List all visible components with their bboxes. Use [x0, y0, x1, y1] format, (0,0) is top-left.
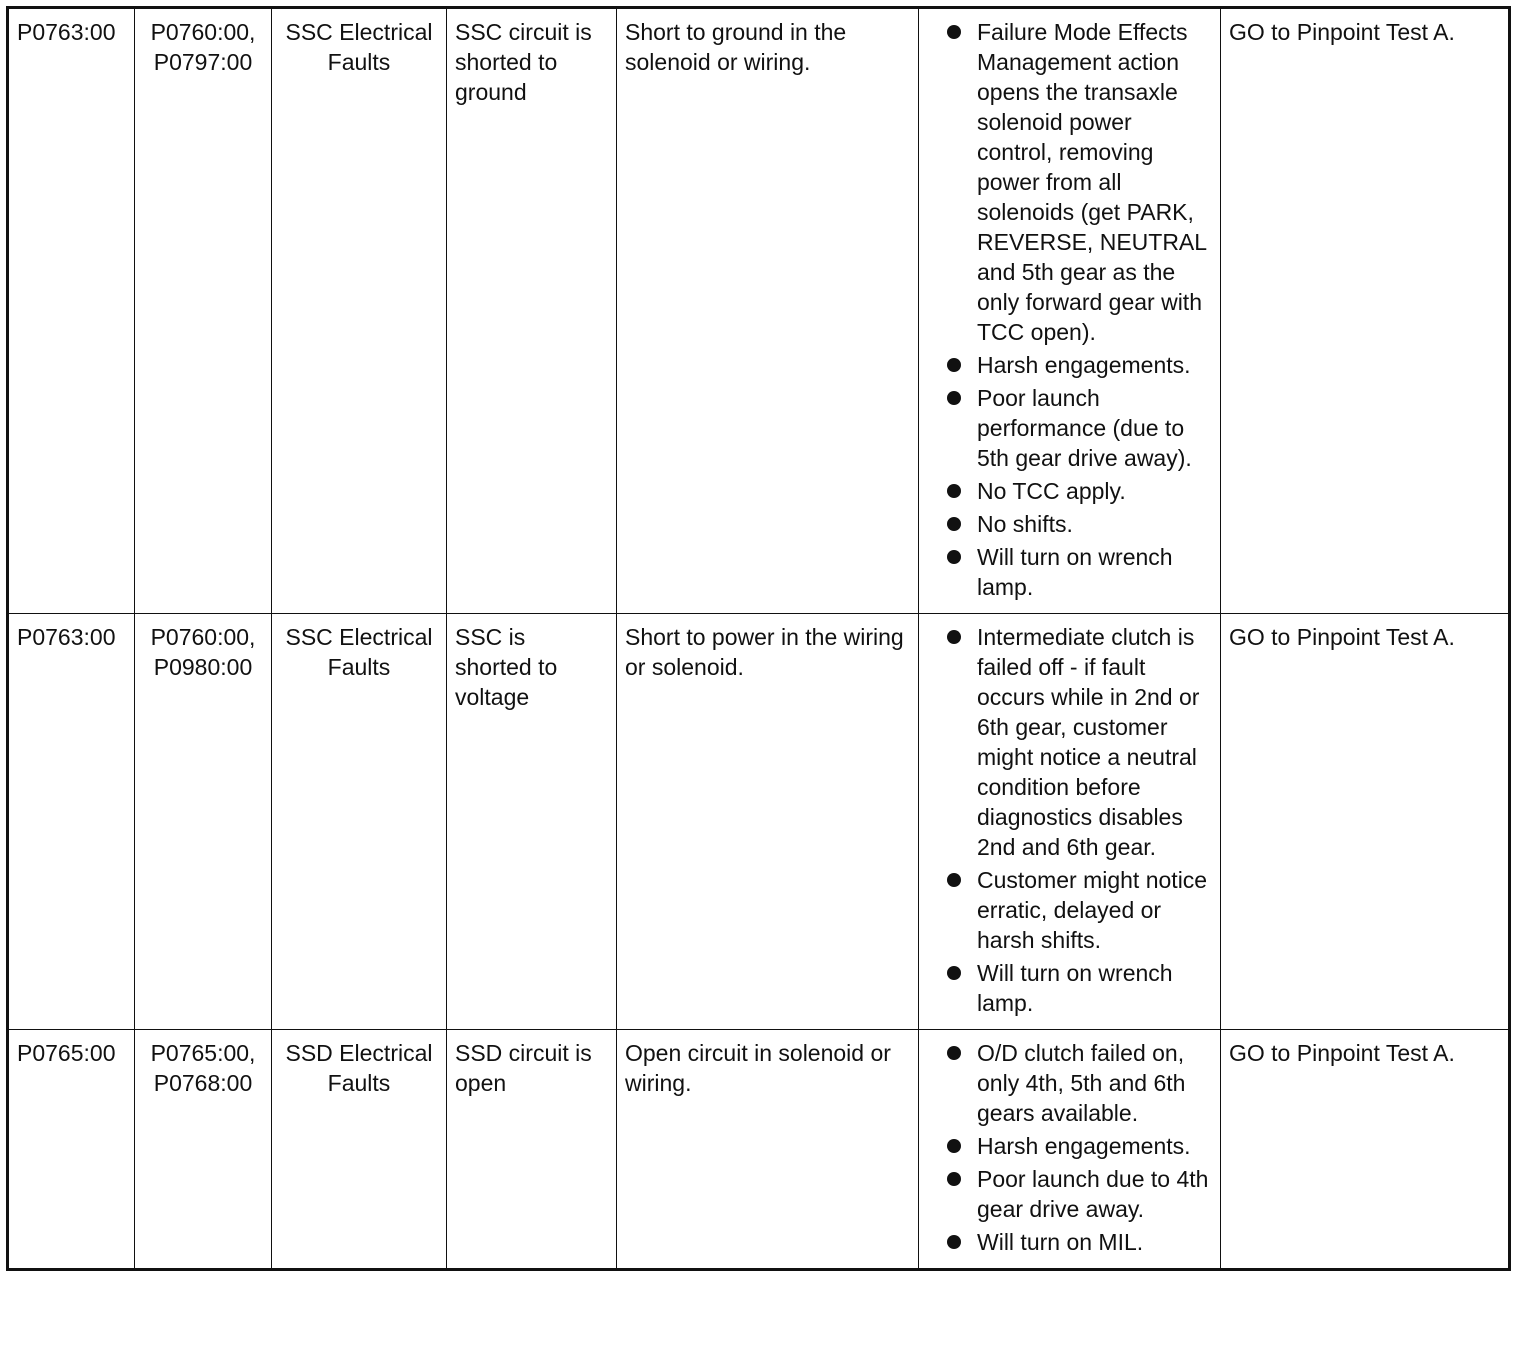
symptom-list — [927, 622, 1212, 1018]
symptom-item — [927, 958, 1212, 1018]
dtc-table — [6, 6, 1511, 1271]
symptom-item — [927, 350, 1212, 380]
symptom-text: Customer might notice erratic, delayed or harsh shifts. — [977, 867, 1208, 953]
symptom-text: Harsh engagements. — [977, 352, 1191, 378]
possible-cause: Short to power in the wiring or solenoid. — [617, 614, 919, 1030]
bullet-icon — [947, 517, 961, 531]
symptom-item — [927, 476, 1212, 506]
dtc-code: P0763:00 — [8, 614, 135, 1030]
symptom-text: Intermediate clutch is failed off - if fault occurs while in 2nd or 6th gear, customer might notice a neutral condition before diagnostics disables 2nd and 6th gear. — [977, 624, 1200, 860]
symptom-item — [927, 17, 1212, 347]
fault-category: SSC Electrical Faults — [272, 614, 447, 1030]
symptom-item — [927, 622, 1212, 862]
symptom-text: Will turn on wrench lamp. — [977, 544, 1173, 600]
symptom-list — [927, 1038, 1212, 1257]
symptoms-cell — [919, 1030, 1221, 1270]
fault-condition: SSD circuit is open — [447, 1030, 617, 1270]
symptom-text: Poor launch performance (due to 5th gear drive away). — [977, 385, 1192, 471]
dtc-code: P0763:00 — [8, 8, 135, 614]
symptom-text: Will turn on MIL. — [977, 1229, 1144, 1255]
bullet-icon — [947, 873, 961, 887]
symptom-text: No TCC apply. — [977, 478, 1126, 504]
table-row — [8, 614, 1510, 1030]
action-cell: GO to Pinpoint Test A. — [1221, 8, 1510, 614]
symptom-item — [927, 1038, 1212, 1128]
related-dtc-text: P0760:00, P0797:00 — [150, 19, 256, 75]
symptom-text: Failure Mode Effects Management action opens the transaxle solenoid power control, removing power from all solenoids (get PARK, REVERSE, NEUTRAL and 5th gear as the only forward gear with TCC open). — [977, 19, 1207, 345]
fault-condition: SSC circuit is shorted to ground — [447, 8, 617, 614]
symptom-item — [927, 1227, 1212, 1257]
table-row — [8, 8, 1510, 614]
symptom-text: Poor launch due to 4th gear drive away. — [977, 1166, 1209, 1222]
bullet-icon — [947, 630, 961, 644]
bullet-icon — [947, 550, 961, 564]
related-dtc-text: P0765:00, P0768:00 — [150, 1040, 256, 1096]
symptom-item — [927, 509, 1212, 539]
related-dtc — [135, 8, 272, 614]
possible-cause: Open circuit in solenoid or wiring. — [617, 1030, 919, 1270]
symptoms-cell — [919, 8, 1221, 614]
related-dtc — [135, 614, 272, 1030]
symptom-item — [927, 1164, 1212, 1224]
symptom-text: Will turn on wrench lamp. — [977, 960, 1173, 1016]
table-row — [8, 1030, 1510, 1270]
bullet-icon — [947, 1235, 961, 1249]
symptom-item — [927, 383, 1212, 473]
symptom-list — [927, 17, 1212, 602]
related-dtc-text: P0760:00, P0980:00 — [150, 624, 256, 680]
bullet-icon — [947, 391, 961, 405]
action-cell: GO to Pinpoint Test A. — [1221, 614, 1510, 1030]
action-cell: GO to Pinpoint Test A. — [1221, 1030, 1510, 1270]
bullet-icon — [947, 1046, 961, 1060]
dtc-code: P0765:00 — [8, 1030, 135, 1270]
bullet-icon — [947, 1172, 961, 1186]
fault-category: SSD Electrical Faults — [272, 1030, 447, 1270]
symptom-item — [927, 865, 1212, 955]
bullet-icon — [947, 358, 961, 372]
symptom-text: O/D clutch failed on, only 4th, 5th and 6th gears available. — [977, 1040, 1186, 1126]
symptoms-cell — [919, 614, 1221, 1030]
fault-condition: SSC is shorted to voltage — [447, 614, 617, 1030]
possible-cause: Short to ground in the solenoid or wiring. — [617, 8, 919, 614]
fault-category: SSC Electrical Faults — [272, 8, 447, 614]
symptom-item — [927, 542, 1212, 602]
bullet-icon — [947, 484, 961, 498]
bullet-icon — [947, 25, 961, 39]
bullet-icon — [947, 966, 961, 980]
symptom-text: No shifts. — [977, 511, 1073, 537]
symptom-text: Harsh engagements. — [977, 1133, 1191, 1159]
bullet-icon — [947, 1139, 961, 1153]
symptom-item — [927, 1131, 1212, 1161]
related-dtc — [135, 1030, 272, 1270]
